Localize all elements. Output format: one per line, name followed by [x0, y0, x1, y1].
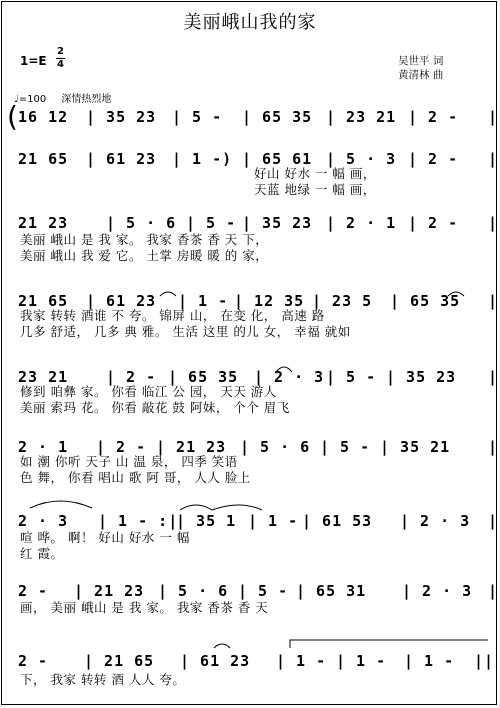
- notation-measure: | 5 · 6: [158, 582, 229, 600]
- notation-measure: 21 65: [18, 292, 69, 310]
- lyric-line: 如 潮 你听 天子 山 温 泉， 四季 笑语: [20, 454, 238, 469]
- lyric-line: 喧 哗。 啊！ 好山 好水 一 幅: [20, 530, 190, 545]
- lyric-line: 美丽 索玛 花。 你看 敲花 鼓 阿妹， 个个 眉飞: [20, 400, 290, 415]
- notation-measure: | 65 35: [390, 292, 461, 310]
- notation-measure: | 61 23: [86, 150, 157, 168]
- slur: [448, 292, 464, 296]
- notation-measure: | 1 - :|: [98, 512, 179, 530]
- lyric-line: 好山 好水 一 幅 画，: [254, 166, 376, 181]
- notation-measure: | 1 -: [336, 652, 387, 670]
- notation-measure: |: [488, 214, 499, 232]
- notation-measure: | 5 -: [326, 368, 377, 386]
- notation-measure: | 2 -: [408, 214, 459, 232]
- notation-measure: | 65 31: [296, 582, 367, 600]
- notation-measure: | 1 -): [172, 150, 233, 168]
- notation-measure: | 2 -: [106, 368, 157, 386]
- notation-measure: | 5 · 6: [106, 214, 177, 232]
- notation-measure: | 21 65: [84, 652, 155, 670]
- notation-measure: |: [488, 438, 499, 456]
- slur: [214, 644, 230, 648]
- notation-measure: 2 · 1: [18, 438, 69, 456]
- composer-credit: 黄清林 曲: [398, 69, 444, 81]
- slur: [160, 292, 176, 296]
- notation-measure: | 5 -: [172, 108, 223, 126]
- notation-measure: | 2 · 3: [400, 512, 471, 530]
- lyric-line: 美丽 峨山 我 爱 它。 土掌 房暖 暖 的 家，: [20, 248, 269, 263]
- notation-measure: 2 · 3: [18, 512, 69, 530]
- lyric-line: 修到 咱彝 家。 你看 临江 公 园， 天天 游人: [20, 384, 277, 399]
- notation-measure: | 35 23: [86, 108, 157, 126]
- lyric-line: 红 霞。: [20, 546, 64, 561]
- notation-measure: | 2 · 1: [326, 214, 397, 232]
- notation-measure: ||: [474, 652, 495, 670]
- slur: [180, 505, 212, 510]
- notation-measure: | 2 · 3: [402, 582, 473, 600]
- notation-measure: 16 12: [18, 108, 69, 126]
- notation-measure: | 61 53: [302, 512, 373, 530]
- notation-measure: 21 65: [18, 150, 69, 168]
- notation-measure: | 35 23: [386, 368, 457, 386]
- volta-bracket: [290, 640, 488, 648]
- lyric-line: 画， 美丽 峨山 是 我 家。 我家 香茶 香 天: [20, 600, 269, 615]
- notation-measure: | 35 23: [242, 214, 313, 232]
- notation-measure: 2 -: [18, 582, 49, 600]
- notation-measure: | 2 · 3: [254, 368, 325, 386]
- tempo-bpm: ♩=100: [14, 94, 47, 105]
- notation-measure: | 65 61: [242, 150, 313, 168]
- notation-measure: | 2 -: [408, 108, 459, 126]
- lyric-line: 几多 舒适， 几多 典 雅。 生活 这里 的儿 女， 幸福 就如: [20, 324, 351, 339]
- notation-measure: | 1 -: [178, 292, 229, 310]
- lyric-line: 我家 转转 酒谁 不 夸。 锦屏 山， 在变 化， 高速 路: [20, 308, 325, 323]
- notation-measure: | 21 23: [156, 438, 227, 456]
- notation-measure: | 1 -: [276, 652, 327, 670]
- lyric-line: 色 舞， 你看 唱山 歌 阿 哥， 人人 脸上: [20, 470, 251, 485]
- notation-measure: | 5 -: [320, 438, 371, 456]
- notation-measure: | 23 5: [312, 292, 373, 310]
- time-signature-bottom: 4: [57, 59, 64, 70]
- key-signature: 1=E: [20, 54, 47, 68]
- notation-measure: | 35 21: [380, 438, 451, 456]
- notation-measure: | 2 -: [96, 438, 147, 456]
- lyricist-credit: 吴世平 词: [398, 55, 444, 67]
- notation-measure: | 5 -: [186, 214, 237, 232]
- notation-measure: | 1 -: [404, 652, 455, 670]
- tempo-expression: 深情热烈地: [61, 94, 112, 105]
- notation-measure: | 21 23: [74, 582, 145, 600]
- notation-measure: |: [488, 368, 499, 386]
- slur: [30, 501, 92, 508]
- notation-measure: 2 -: [18, 652, 49, 670]
- notation-measure: | 5 · 6: [240, 438, 311, 456]
- slur: [276, 367, 292, 372]
- time-signature-top: 2: [57, 46, 64, 57]
- notation-measure: | 61 23: [180, 652, 251, 670]
- notation-measure: | 1 -: [248, 512, 299, 530]
- notation-measure: | 65 35: [242, 108, 313, 126]
- notation-measure: | 23 21: [326, 108, 397, 126]
- notation-measure: |: [488, 582, 499, 600]
- lyric-line: 下， 我家 转转 酒 人人 夸。: [20, 672, 186, 687]
- notation-measure: 23 21: [18, 368, 69, 386]
- notation-measure: |: [488, 150, 499, 168]
- intro-open-paren: (: [7, 100, 18, 133]
- notation-measure: | 5 -: [238, 582, 289, 600]
- notation-measure: | 5 · 3: [326, 150, 397, 168]
- notation-measure: | 2 -: [408, 150, 459, 168]
- notation-measure: | 35 1: [176, 512, 237, 530]
- lyric-line: 天蓝 地绿 一 幅 画，: [254, 182, 376, 197]
- slur: [212, 505, 262, 510]
- notation-measure: |: [488, 108, 499, 126]
- notation-measure: 21 23: [18, 214, 69, 232]
- notation-measure: | 12 35: [234, 292, 305, 310]
- notation-measure: | 65 35: [168, 368, 239, 386]
- notation-measure: | 61 23: [86, 292, 157, 310]
- song-title: 美丽峨山我的家: [183, 12, 317, 33]
- notation-measure: |: [488, 292, 499, 310]
- lyric-line: 美丽 峨山 是 我 家。 我家 香茶 香 天 下，: [20, 232, 269, 247]
- notation-measure: |: [488, 512, 499, 530]
